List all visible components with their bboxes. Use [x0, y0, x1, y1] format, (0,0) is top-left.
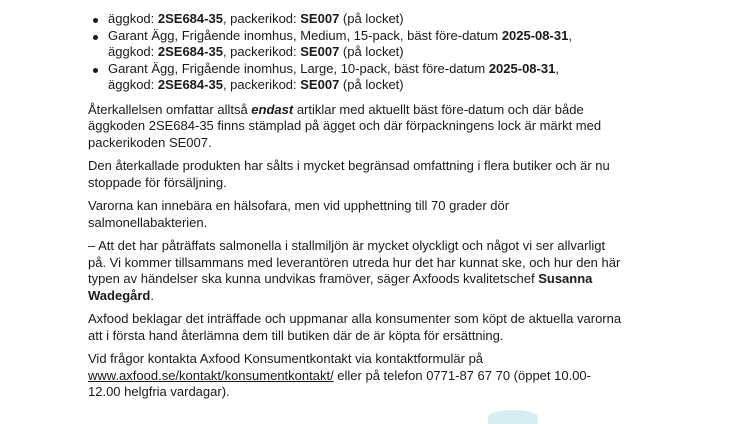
list-item	[108, 61, 668, 94]
list-item-line: äggkod: 2SE684-35, packerikod: SE007 (på locket)	[108, 77, 404, 92]
product-list	[88, 11, 668, 94]
paragraph-apology: Axfood beklagar det inträffade och uppmanar alla konsumenter som köpt de aktuella varorna att i första hand återlämna dem till butiken där de är köpta för ersättning.	[88, 311, 622, 343]
paragraph-sales: Den återkallade produkten har sålts i mycket begränsad omfattning i flera butiker och är nu stoppade för försäljning.	[88, 158, 610, 190]
list-item	[108, 11, 668, 28]
paragraph-contact: Vid frågor kontakta Axfood Konsumentkontakt via kontaktformulär på www.axfood.se/kontakt/konsumentkontakt/ eller på telefon 0771-87 67 70 (öppet 10.00- 12.00 helgfria vardagar).	[88, 351, 591, 399]
list-item-line: äggkod: 2SE684-35, packerikod: SE007 (på locket)	[108, 44, 404, 59]
document-body	[88, 0, 668, 408]
list-item-line: Garant Ägg, Frigående inomhus, Medium, 15-pack, bäst före-datum 2025-08-31,	[108, 27, 572, 43]
paragraph-scope: Återkallelsen omfattar alltså endast artiklar med aktuellt bäst före-datum och där både äggkoden 2SE684-35 finns stämplad på ägget och där förpackningens lock är märkt med packerikoden SE007.	[88, 101, 602, 150]
paragraph-quote: – Att det har påträffats salmonella i stallmiljön är mycket olyckligt och något vi ser allvarligt på. Vi kommer tillsammans med leverantören utreda hur det har kunnat ske, och hur den här typen av händelser ska kunna undvikas framöver, säger Axfoods kvalitetschef Susanna Wadegård.	[88, 238, 621, 303]
contact-link[interactable]: www.axfood.se/kontakt/konsumentkontakt/	[88, 367, 334, 383]
list-item-line: Garant Ägg, Frigående inomhus, Large, 10-pack, bäst före-datum 2025-08-31,	[108, 60, 559, 76]
list-item-line: äggkod: 2SE684-35, packerikod: SE007 (på locket)	[108, 11, 404, 26]
list-item	[108, 28, 668, 61]
decorative-wave-graphic	[488, 410, 538, 424]
paragraph-health: Varorna kan innebära en hälsofara, men vid upphettning till 70 grader dör salmonellabakterien.	[88, 198, 510, 230]
